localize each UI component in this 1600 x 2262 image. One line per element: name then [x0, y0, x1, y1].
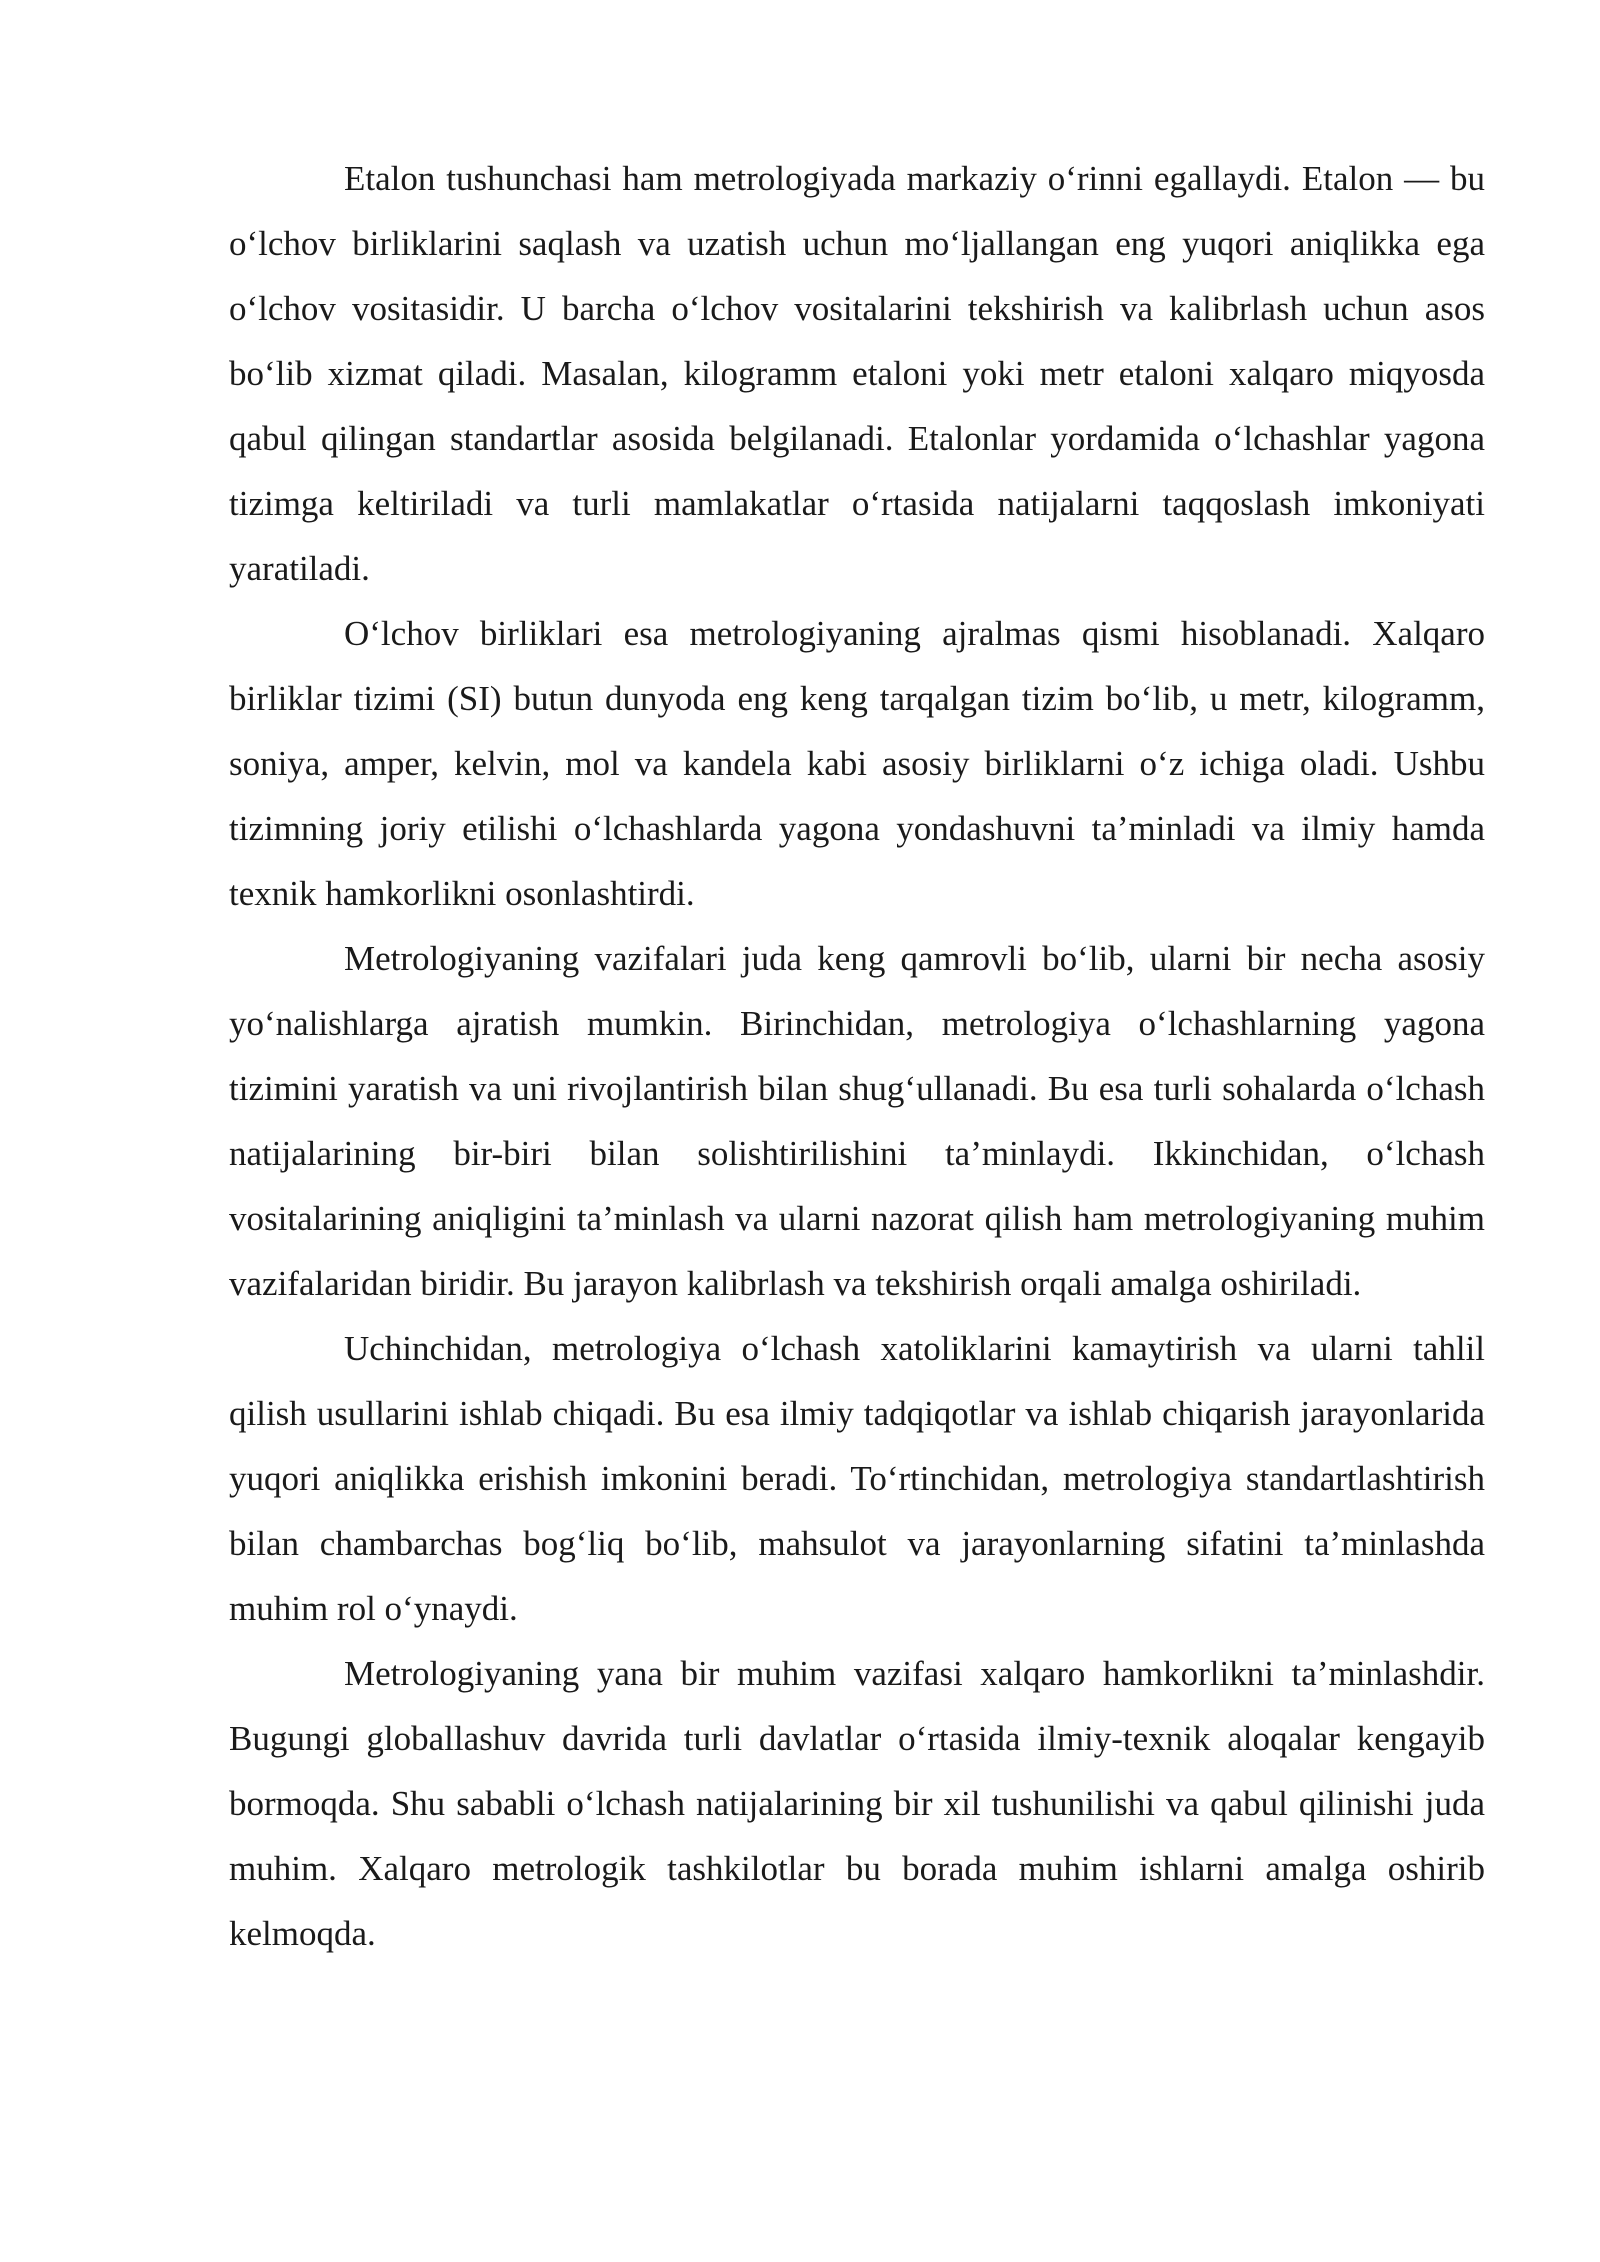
- paragraph-etalon: Etalon tushunchasi ham metrologiyada markaziy o‘rinni egallaydi. Etalon — bu o‘lchov birliklarini saqlash va uzatish uchun mo‘ljallangan eng yuqori aniqlikka ega o‘lchov vositasidir. U barcha o‘lchov vositalarini tekshirish va kalibrlash uchun asos bo‘lib xizmat qiladi. Masalan, kilogramm etaloni yoki metr etaloni xalqaro miqyosda qabul qilingan standartlar asosida belgilanadi. Etalonlar yordamida o‘lchashlar yagona tizimga keltiriladi va turli mamlakatlar o‘rtasida natijalarni taqqoslash imkoniyati yaratiladi.: [229, 159, 1485, 588]
- paragraph-xalqaro-hamkorlik: Metrologiyaning yana bir muhim vazifasi xalqaro hamkorlikni ta’minlashdir. Bugungi globallashuv davrida turli davlatlar o‘rtasida ilmiy-texnik aloqalar kengayib bormoqda. Shu sababli o‘lchash natijalarining bir xil tushunilishi va qabul qilinishi juda muhim. Xalqaro metrologik tashkilotlar bu borada muhim ishlarni amalga oshirib kelmoqda.: [229, 1654, 1485, 1953]
- body-text: [229, 146, 1485, 1966]
- paragraph-uchinchidan: Uchinchidan, metrologiya o‘lchash xatoliklarini kamaytirish va ularni tahlil qilish usullarini ishlab chiqadi. Bu esa ilmiy tadqiqotlar va ishlab chiqarish jarayonlarida yuqori aniqlikka erishish imkonini beradi. To‘rtinchidan, metrologiya standartlashtirish bilan chambarchas bog‘liq bo‘lib, mahsulot va jarayonlarning sifatini ta’minlashda muhim rol o‘ynaydi.: [229, 1329, 1485, 1628]
- paragraph-olchov-birliklari: O‘lchov birliklari esa metrologiyaning ajralmas qismi hisoblanadi. Xalqaro birliklar tizimi (SI) butun dunyoda eng keng tarqalgan tizim bo‘lib, u metr, kilogramm, soniya, amper, kelvin, mol va kandela kabi asosiy birliklarni o‘z ichiga oladi. Ushbu tizimning joriy etilishi o‘lchashlarda yagona yondashuvni ta’minladi va ilmiy hamda texnik hamkorlikni osonlashtirdi.: [229, 614, 1485, 913]
- paragraph-vazifalari: Metrologiyaning vazifalari juda keng qamrovli bo‘lib, ularni bir necha asosiy yo‘nalishlarga ajratish mumkin. Birinchidan, metrologiya o‘lchashlarning yagona tizimini yaratish va uni rivojlantirish bilan shug‘ullanadi. Bu esa turli sohalarda o‘lchash natijalarining bir-biri bilan solishtirilishini ta’minlaydi. Ikkinchidan, o‘lchash vositalarining aniqligini ta’minlash va ularni nazorat qilish ham metrologiyaning muhim vazifalaridan biridir. Bu jarayon kalibrlash va tekshirish orqali amalga oshiriladi.: [229, 939, 1485, 1303]
